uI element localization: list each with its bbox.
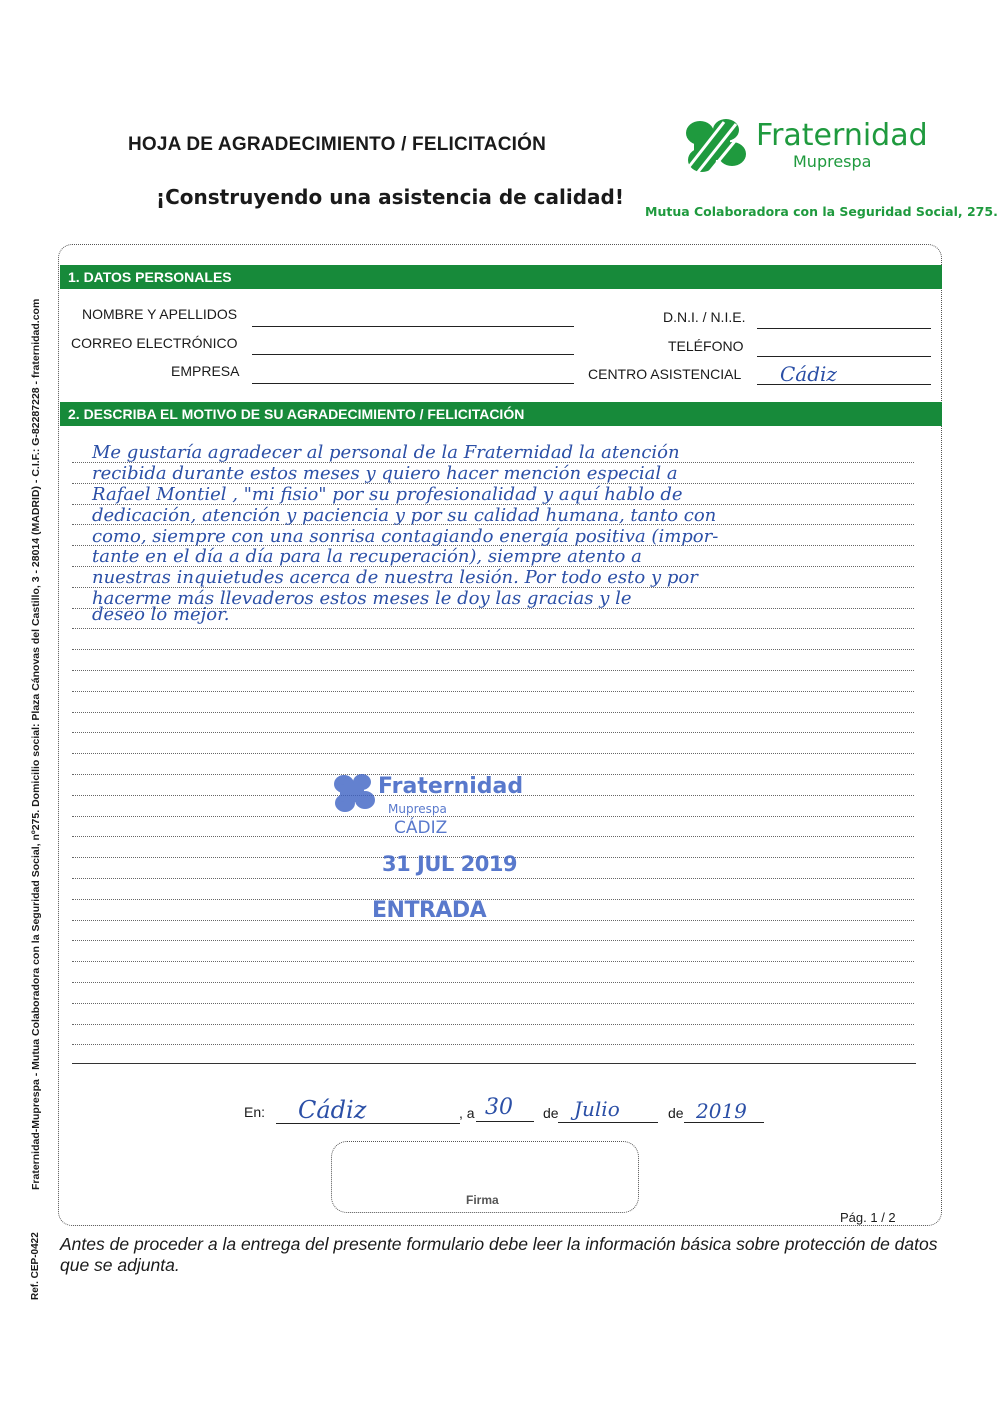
legal-side-text: Fraternidad-Muprespa - Mutua Colaboradora con la Seguridad Social, nº275. Domicilio social: Plaza Cánovas del Castillo, 3 - 28014 (MADRID) - C.I.F.: G-82287228 - fraternidad.com [30,298,42,1190]
empresa-field[interactable] [252,383,574,384]
dni-field[interactable] [757,328,931,329]
text-area-bottom-line [72,1063,916,1064]
ruled-line [72,982,914,983]
handwritten-line-4: dedicación, atención y paciencia y por su calidad humana, tanto con [92,505,717,526]
handwritten-line-9: deseo lo mejor. [92,604,230,625]
ruled-line [72,961,914,962]
form-title: HOJA DE AGRADECIMIENTO / FELICITACIÓN [128,134,547,155]
ruled-line [72,649,914,650]
logo-sub: Muprespa [793,152,872,171]
telefono-label: TELÉFONO [668,338,744,354]
day-value: 30 [485,1095,513,1120]
fraternidad-logo-icon [674,116,752,176]
month-field[interactable] [558,1122,658,1123]
ruled-line [72,899,914,900]
centro-value: Cádiz [780,362,837,386]
telefono-field[interactable] [757,356,931,357]
ruled-line [72,836,914,837]
correo-field[interactable] [252,354,574,355]
handwritten-line-5: como, siempre con una sonrisa contagiando energía positiva (impor- [92,526,719,547]
stamp-sub: Muprespa [388,802,447,816]
data-protection-note: Antes de proceder a la entrega del presente formulario debe leer la información básica sobre protección de datos que se adjunta. [60,1234,938,1275]
ruled-line [72,628,914,629]
city-value: Cádiz [298,1096,367,1124]
form-frame [58,244,942,1226]
ruled-line [72,878,914,879]
nombre-field[interactable] [252,326,574,327]
section-reason-header: 2. DESCRIBA EL MOTIVO DE SU AGRADECIMIENTO / FELICITACIÓN [60,402,942,426]
handwritten-line-3: Rafael Montiel , "mi fisio" por su profesionalidad y aquí hablo de [92,484,683,505]
ruled-line [72,753,914,754]
handwritten-line-7: nuestras inquietudes acerca de nuestra lesión. Por todo esto y por [92,567,698,588]
ruled-line [72,920,914,921]
ruled-line [72,670,914,671]
stamp-name: Fraternidad [378,774,524,799]
stamp-label: ENTRADA [372,898,487,923]
page-number: Pág. 1 / 2 [840,1210,896,1225]
correo-label: CORREO ELECTRÓNICO [71,335,238,351]
day-field[interactable] [476,1121,534,1122]
en-label: En: [244,1104,266,1120]
de1-label: de [543,1105,559,1121]
section-personal-data-header: 1. DATOS PERSONALES [60,265,942,289]
ruled-line [72,1003,914,1004]
handwritten-line-2: recibida durante estos meses y quiero hacer mención especial a [92,463,678,484]
stamp-logo-icon [328,772,376,816]
handwritten-line-1: Me gustaría agradecer al personal de la Fraternidad la atención [92,442,680,463]
form-subtitle: ¡Construyendo una asistencia de calidad! [156,185,624,209]
a-label: , a [459,1105,475,1121]
ruled-line [72,732,914,733]
ruled-line [72,691,914,692]
ruled-line [72,1024,914,1025]
nombre-label: NOMBRE Y APELLIDOS [82,306,238,322]
ruled-line [72,1044,914,1045]
handwritten-line-8: hacerme más llevaderos estos meses le doy las gracias y le [92,588,632,609]
ruled-line [72,940,914,941]
empresa-label: EMPRESA [171,363,240,379]
reference-code: Ref. CEP-0422 [30,1232,41,1300]
handwritten-line-6: tante en el día a día para la recuperación), siempre atento a [92,546,642,567]
stamp-date: 31 JUL 2019 [382,852,518,876]
firma-label: Firma [466,1193,499,1207]
de2-label: de [668,1105,684,1121]
stamp-city: CÁDIZ [394,818,448,838]
dni-label: D.N.I. / N.I.E. [663,309,746,325]
year-value: 2019 [696,1099,747,1123]
ruled-line [72,816,914,817]
logo-tagline: Mutua Colaboradora con la Seguridad Social, 275. [645,204,998,219]
ruled-line [72,712,914,713]
centro-label: CENTRO ASISTENCIAL [588,366,742,382]
month-value: Julio [574,1097,620,1121]
logo-name: Fraternidad [756,118,928,153]
